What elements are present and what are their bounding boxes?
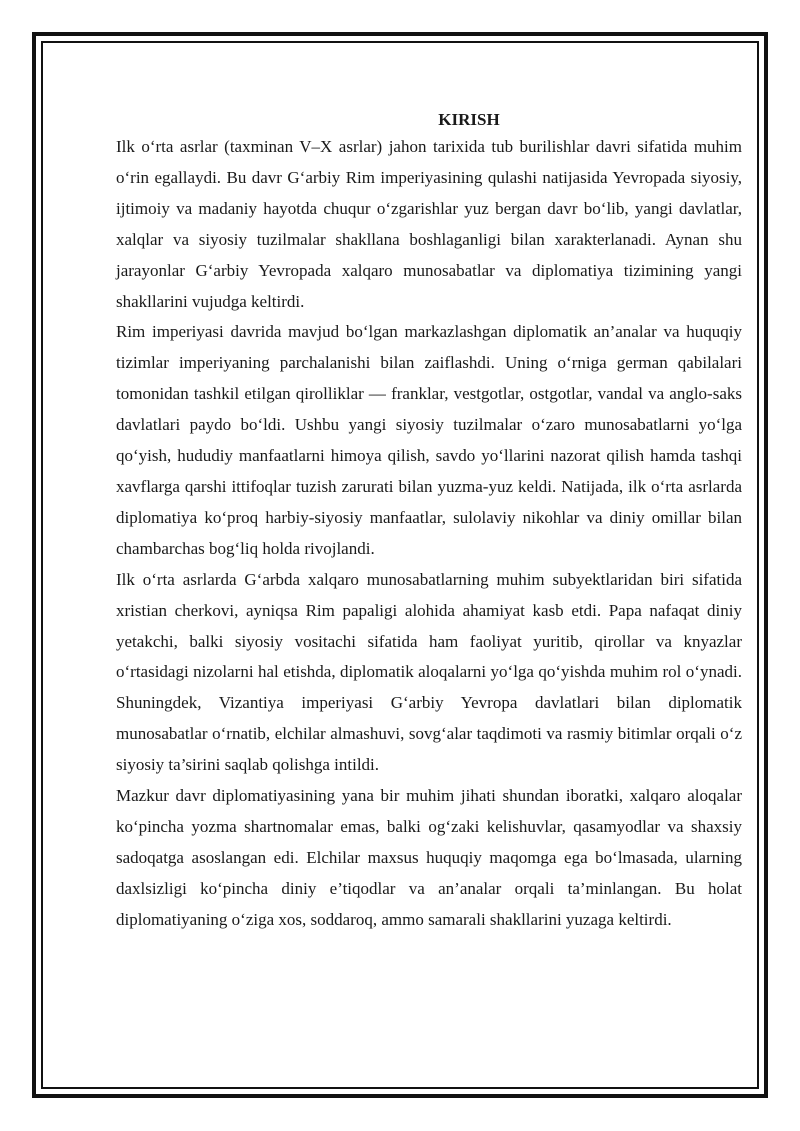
paragraph-3: Ilk o‘rta asrlarda G‘arbda xalqaro munosabatlarning muhim subyektlaridan biri sifatida xristian cherkovi, ayniqsa Rim papaligi alohida ahamiyat kasb etdi. Papa nafaqat diniy yetakchi, balki siyosiy vositachi sifatida ham faoliyat yuritib, qirollar va knyazlar o‘rtasidagi nizolarni hal etishda, diplomatik aloqalarni yo‘lga qo‘yishda muhim rol o‘ynadi. Shuningdek, Vizantiya imperiyasi G‘arbiy Yevropa davlatlari bilan diplomatik munosabatlar o‘rnatib, elchilar almashuvi, sovg‘alar taqdimoti va rasmiy bitimlar orqali o‘z siyosiy ta’sirini saqlab qolishga intildi. — [116, 569, 742, 775]
paragraph-1: Ilk o‘rta asrlar (taxminan V–X asrlar) jahon tarixida tub burilishlar davri sifatida muhim o‘rin egallaydi. Bu davr G‘arbiy Rim imperiyasining qulashi natijasida Yevropada siyosiy, ijtimoiy va madaniy hayotda chuqur o‘zgarishlar yuz bergan davr bo‘lib, yangi davlatlar, xalqlar va siyosiy tuzilmalar shakllana boshlaganligi bilan xarakterlanadi. Aynan shu jarayonlar G‘arbiy Yevropada xalqaro munosabatlar va diplomatiya tizimining yangi shakllarini vujudga keltirdi. — [116, 137, 742, 311]
document-body — [116, 108, 742, 936]
document-title: KIRISH — [438, 110, 500, 129]
paragraph-4: Mazkur davr diplomatiyasining yana bir muhim jihati shundan iboratki, xalqaro aloqalar ko‘pincha yozma shartnomalar emas, balki og‘zaki kelishuvlar, qasamyodlar va shaxsiy sadoqatga asoslangan edi. Elchilar maxsus huquqiy maqomga ega bo‘lmasada, ularning daxlsizligi ko‘pincha diniy e’tiqodlar va an’analar orqali ta’minlangan. Bu holat diplomatiyaning o‘ziga xos, soddaroq, ammo samarali shakllarini yuzaga keltirdi. — [116, 786, 742, 929]
paragraph-2: Rim imperiyasi davrida mavjud bo‘lgan markazlashgan diplomatik an’analar va huquqiy tizimlar imperiyaning parchalanishi bilan zaiflashdi. Uning o‘rniga german qabilalari tomonidan tashkil etilgan qirolliklar — franklar, vestgotlar, ostgotlar, vandal va anglo-saks davlatlari paydo bo‘ldi. Ushbu yangi siyosiy tuzilmalar o‘zaro munosabatlarni yo‘lga qo‘yish, hududiy manfaatlarni himoya qilish, savdo yo‘llarini nazorat qilish hamda tashqi xavflarga qarshi ittifoqlar tuzish zarurati bilan yuzma-yuz keldi. Natijada, ilk o‘rta asrlarda diplomatiya ko‘proq harbiy-siyosiy manfaatlar, sulolaviy nikohlar va diniy omillar bilan chambarchas bog‘liq holda rivojlandi. — [116, 322, 742, 558]
